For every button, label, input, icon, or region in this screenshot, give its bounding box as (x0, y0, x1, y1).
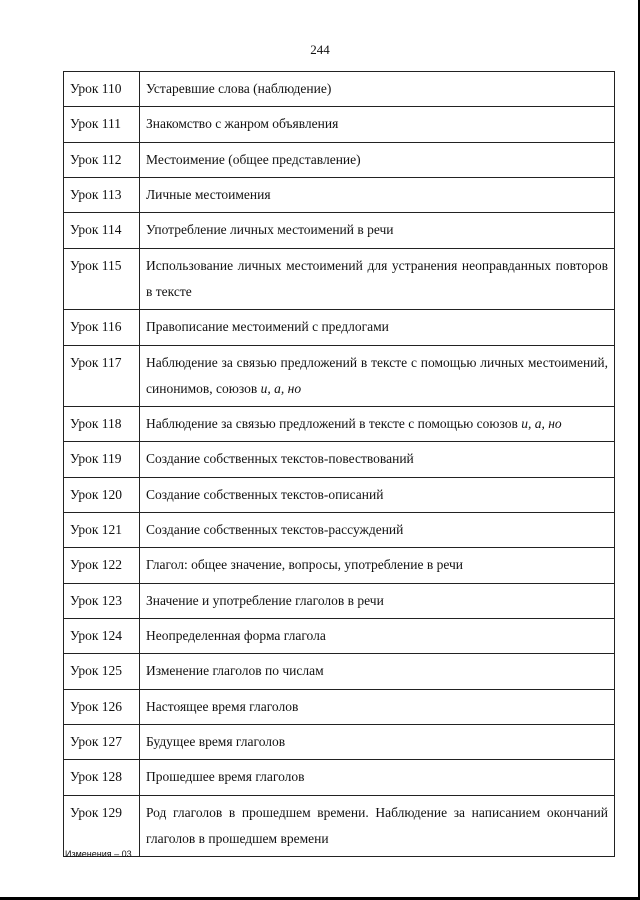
lesson-number: Урок 114 (64, 213, 140, 248)
table-row (64, 345, 615, 407)
lesson-number: Урок 112 (64, 142, 140, 177)
lessons-table-body (64, 72, 615, 857)
lesson-number: Урок 118 (64, 407, 140, 442)
lesson-topic (140, 345, 615, 407)
lesson-topic-text: Изменение глаголов по числам (146, 663, 324, 679)
lesson-topic-text: Род глаголов в прошедшем времени. Наблюдение за написанием окончаний глаголов в прошедшем времени (146, 804, 608, 846)
lesson-number: Урок 115 (64, 248, 140, 310)
lesson-topic (140, 583, 615, 618)
lesson-topic (140, 724, 615, 759)
table-row (64, 107, 615, 142)
lesson-topic-text: Знакомство с жанром объявления (146, 116, 339, 132)
lesson-topic-text: Неопределенная форма глагола (146, 628, 326, 643)
table-row (64, 177, 615, 212)
lesson-number: Урок 111 (64, 107, 140, 142)
lesson-number: Урок 122 (64, 548, 140, 583)
lesson-topic (140, 310, 615, 345)
lesson-number: Урок 117 (64, 345, 140, 407)
lesson-topic-text: Правописание местоимений с предлогами (146, 319, 389, 335)
lesson-topic-text: Создание собственных текстов-рассуждений (146, 522, 404, 538)
lesson-number: Урок 124 (64, 619, 140, 654)
lesson-number: Урок 129 (64, 795, 140, 857)
table-row (64, 795, 615, 857)
lesson-topic (140, 689, 615, 724)
lesson-topic (140, 513, 615, 548)
lesson-topic-text: Создание собственных текстов-описаний (146, 486, 384, 502)
lesson-topic (140, 654, 615, 689)
lesson-topic-italic: и, а, но (260, 380, 302, 396)
lesson-topic (140, 795, 615, 857)
lesson-topic-italic: и, а, но (521, 416, 562, 432)
lesson-topic (140, 442, 615, 477)
lesson-number: Урок 125 (64, 654, 140, 689)
lesson-topic-text: Использование личных местоимений для устранения неоправданных повторов в тексте (146, 257, 608, 299)
table-row (64, 619, 615, 654)
lesson-topic (140, 760, 615, 795)
lesson-topic-text: Наблюдение за связью предложений в тексте с помощью личных местоимений, синонимов, союзов (146, 354, 608, 396)
table-row (64, 407, 615, 442)
lesson-topic (140, 248, 615, 310)
lesson-topic-text: Будущее время глаголов (146, 733, 286, 749)
page-number: 244 (310, 42, 330, 57)
lesson-topic-text: Глагол: общее значение, вопросы, употребление в речи (146, 557, 464, 573)
table-row (64, 760, 615, 795)
table-row (64, 583, 615, 618)
lesson-topic-text: Настоящее время глаголов (146, 698, 299, 714)
lesson-topic (140, 619, 615, 654)
table-row (64, 310, 615, 345)
table-row (64, 442, 615, 477)
table-row (64, 477, 615, 512)
lesson-topic-text: Создание собственных текстов-повествований (146, 451, 414, 467)
lesson-topic-text: Значение и употребление глаголов в речи (146, 592, 384, 608)
table-row (64, 72, 615, 107)
lesson-number: Урок 126 (64, 689, 140, 724)
table-row (64, 654, 615, 689)
table-row (64, 513, 615, 548)
lesson-number: Урок 128 (64, 760, 140, 795)
lesson-number: Урок 127 (64, 724, 140, 759)
lesson-topic (140, 477, 615, 512)
lesson-topic-text: Употребление личных местоимений в речи (146, 222, 394, 238)
lessons-table (63, 71, 615, 857)
lesson-topic-text: Местоимение (общее представление) (146, 151, 361, 167)
table-row (64, 724, 615, 759)
lesson-number: Урок 120 (64, 477, 140, 512)
lesson-topic (140, 72, 615, 107)
lesson-number: Урок 116 (64, 310, 140, 345)
lesson-number: Урок 123 (64, 583, 140, 618)
table-row (64, 689, 615, 724)
table-row (64, 548, 615, 583)
lesson-topic-text: Прошедшее время глаголов (146, 769, 305, 785)
lesson-number: Урок 113 (64, 177, 140, 212)
lesson-topic (140, 548, 615, 583)
lesson-number: Урок 110 (64, 72, 140, 107)
lesson-topic-text: Наблюдение за связью предложений в тексте с помощью союзов (146, 416, 518, 432)
table-row (64, 248, 615, 310)
lesson-number: Урок 119 (64, 442, 140, 477)
lesson-topic-text: Устаревшие слова (наблюдение) (146, 81, 332, 96)
lesson-topic (140, 177, 615, 212)
lesson-topic (140, 142, 615, 177)
footer-revision: Изменения – 03 (65, 849, 132, 859)
lesson-number: Урок 121 (64, 513, 140, 548)
table-row (64, 142, 615, 177)
table-row (64, 213, 615, 248)
lesson-topic (140, 407, 615, 442)
lesson-topic-text: Личные местоимения (146, 186, 271, 202)
lesson-topic (140, 213, 615, 248)
lesson-topic (140, 107, 615, 142)
